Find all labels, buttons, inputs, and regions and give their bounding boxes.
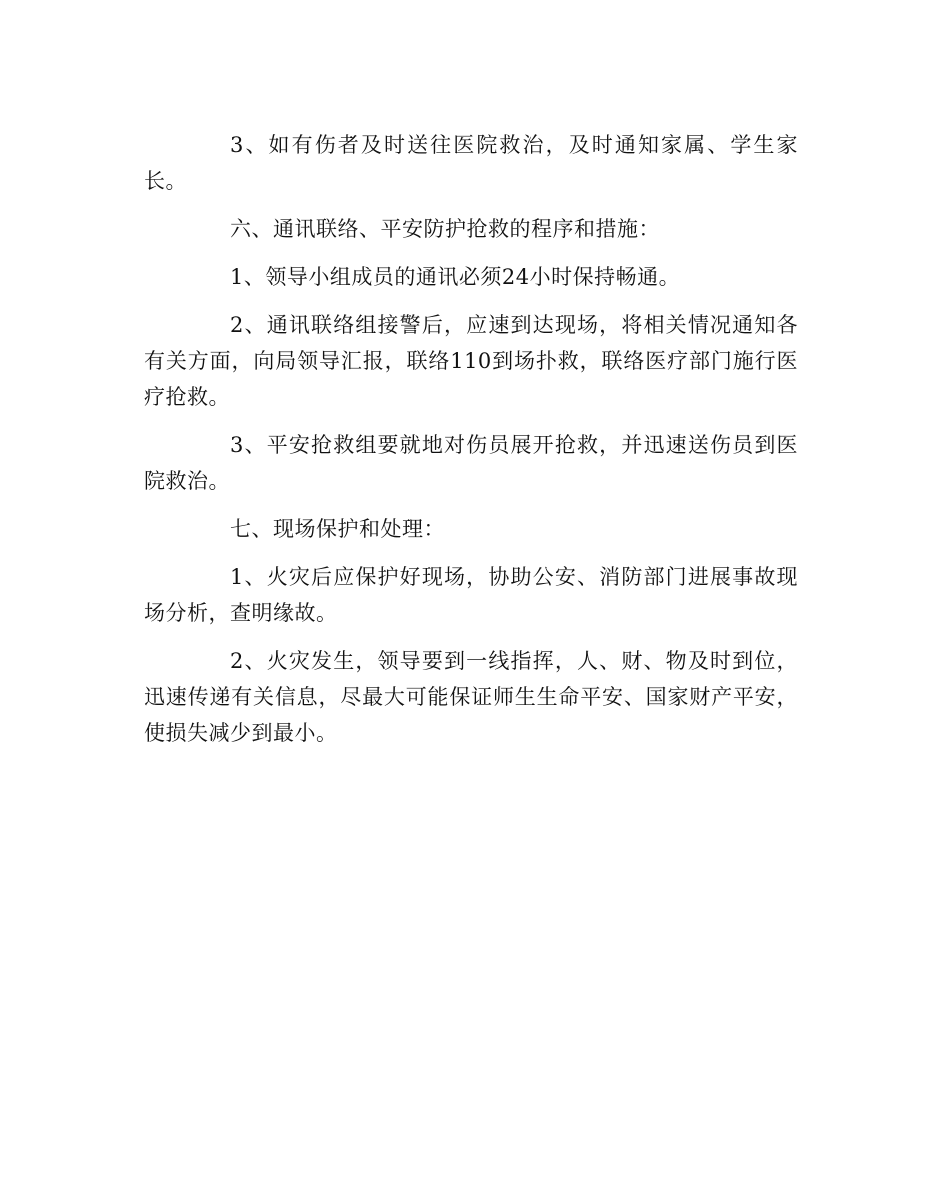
paragraph-item-2-command: 2、火灾发生，领导要到一线指挥，人、财、物及时到位，迅速传递有关信息，尽最大可能保证师生生命平安、国家财产平安，使损失减少到最小。 <box>144 649 798 745</box>
paragraph-item-3-injured: 3、如有伤者及时送往医院救治，及时通知家属、学生家长。 <box>144 133 798 193</box>
section-heading-seven: 七、现场保护和处理： <box>230 517 445 541</box>
paragraph-item-2-alarm: 2、通讯联络组接警后，应速到达现场，将相关情况通知各有关方面，向局领导汇报，联络110到场扑救，联络医疗部门施行医疗抢救。 <box>144 313 798 409</box>
paragraph-item-1-scene: 1、火灾后应保护好现场，协助公安、消防部门进展事故现场分析，查明缘故。 <box>144 565 798 625</box>
document-body <box>144 127 798 763</box>
section-heading-six: 六、通讯联络、平安防护抢救的程序和措施： <box>230 217 660 241</box>
paragraph-item-3-rescue: 3、平安抢救组要就地对伤员展开抢救，并迅速送伤员到医院救治。 <box>144 433 798 493</box>
paragraph-item-1-communication: 1、领导小组成员的通讯必须24小时保持畅通。 <box>230 265 681 289</box>
